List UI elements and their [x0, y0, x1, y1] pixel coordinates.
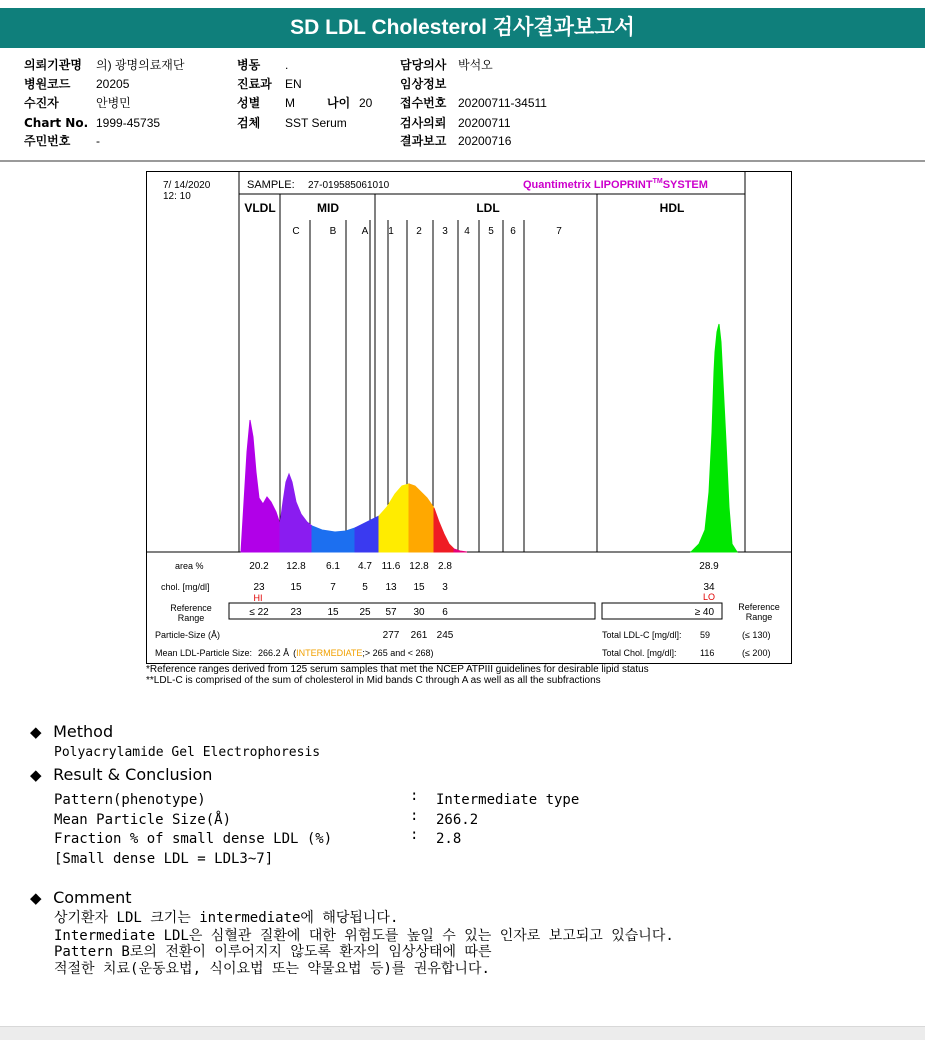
method-text: Polyacrylamide Gel Electrophoresis: [54, 745, 321, 760]
dept-value: EN: [285, 77, 302, 91]
diamond-bullet-icon: ◆: [30, 723, 42, 741]
report-date: 7/ 14/2020: [163, 180, 211, 191]
area-value: 11.6: [381, 561, 401, 572]
peak-1: [379, 484, 409, 552]
subband-label: C: [292, 226, 300, 237]
result-value: 2.8: [436, 831, 462, 847]
reference-value: 25: [359, 607, 371, 618]
area-value: 12.8: [286, 561, 306, 572]
particle-size-value: 245: [436, 630, 454, 641]
hdl-lo-flag: LO: [702, 592, 716, 602]
reference-value: ≤ 22: [249, 607, 269, 618]
result-separator: :: [410, 808, 419, 824]
subband-label: 5: [488, 226, 494, 237]
densitogram-peaks: [241, 324, 737, 552]
peak-a: [355, 516, 379, 552]
resident-no-label: 주민번호: [24, 134, 71, 148]
system-tm: TM: [652, 178, 663, 185]
mean-ldl-line: [155, 648, 433, 658]
patient-info: [0, 56, 925, 160]
area-row-label: area %: [175, 561, 204, 571]
mean-ldl-value: 266.2 Å: [258, 648, 290, 658]
total-chol-label: Total Chol. [mg/dl]:: [602, 648, 677, 658]
reference-value: 6: [442, 607, 448, 618]
mean-class-rest: ;> 265 and < 268): [362, 648, 434, 658]
ref-row-label-2: Range: [177, 613, 205, 623]
sex-value: M: [285, 96, 295, 110]
area-value: 12.8: [409, 561, 429, 572]
ward-label: 병동: [237, 58, 261, 72]
lipoprint-report: [146, 171, 792, 664]
dept-label: 진료과: [237, 77, 272, 91]
ref-range-box-ldl: [229, 603, 595, 619]
peak-2: [409, 484, 434, 552]
mean-ldl-label: Mean LDL-Particle Size:: [155, 648, 253, 658]
chol-value: 15: [290, 582, 302, 593]
particle-sizes: [383, 630, 454, 641]
result-heading-text: Result & Conclusion: [53, 765, 213, 784]
test-request-value: 20200711: [458, 116, 511, 130]
lipoprint-chart: [147, 172, 791, 663]
reference-value: 15: [327, 607, 339, 618]
chol-value: 23: [253, 582, 265, 593]
comment-heading-text: Comment: [53, 888, 132, 907]
comment-line: Intermediate LDL은 심혈관 질환에 대한 위험도를 높일 수 있는 인자로 보고되고 있습니다.: [54, 928, 674, 944]
particle-size-value: 277: [382, 630, 400, 641]
subband-label: 7: [556, 226, 562, 237]
diamond-bullet-icon: ◆: [30, 766, 42, 784]
age-label: 나이: [327, 96, 351, 110]
peak-3: [434, 508, 454, 552]
result-label: Mean Particle Size(Å): [54, 812, 232, 828]
chol-value: 3: [442, 582, 448, 593]
hdl-chol-value: 34: [703, 582, 715, 593]
total-ldl-label: Total LDL-C [mg/dl]:: [602, 630, 682, 640]
report-time: 12: 10: [163, 191, 191, 202]
result-date-value: 20200716: [458, 134, 512, 148]
hdl-area-value: 28.9: [699, 561, 719, 572]
subband-label: 2: [416, 226, 422, 237]
area-value: 4.7: [358, 561, 372, 572]
specimen-value: SST Serum: [285, 116, 347, 130]
comment-line: 상기환자 LDL 크기는 intermediate에 해당됩니다.: [54, 910, 399, 926]
diamond-bullet-icon: ◆: [30, 889, 42, 907]
vldl-hi-flag: HI: [253, 593, 263, 603]
requester-value: 의) 광명의료재단: [96, 58, 185, 72]
result-heading: [30, 765, 212, 784]
patient-value: 안병민: [96, 96, 131, 110]
reference-value: 30: [413, 607, 425, 618]
system-name: [523, 178, 708, 191]
method-heading-text: Method: [53, 722, 114, 741]
specimen-label: 검체: [237, 116, 261, 130]
requester-label: 의뢰기관명: [24, 58, 82, 72]
area-values: [249, 561, 452, 572]
subband-label: 3: [442, 226, 448, 237]
ward-value: .: [285, 58, 289, 72]
peak-vldl: [241, 420, 280, 552]
subband-label: 1: [388, 226, 394, 237]
subband-label: 6: [510, 226, 516, 237]
peak-b: [312, 526, 355, 552]
sample-label: SAMPLE:: [247, 179, 295, 191]
total-ldl-ref: (≤ 130): [742, 630, 771, 640]
system-name-main: Quantimetrix LIPOPRINT: [523, 179, 653, 191]
peak-tail: [454, 549, 467, 552]
result-separator: :: [410, 788, 419, 804]
result-label: Pattern(phenotype): [54, 792, 206, 808]
age-value: 20: [359, 96, 373, 110]
chart-no-value: 1999-45735: [96, 116, 161, 130]
chart-no-label: Chart No.: [24, 116, 89, 130]
subband-label: B: [329, 226, 337, 237]
sex-label: 성별: [237, 96, 261, 110]
reference-value: 23: [290, 607, 302, 618]
total-chol-ref: (≤ 200): [742, 648, 771, 658]
divider: [0, 160, 925, 162]
chol-value: 5: [362, 582, 368, 593]
peak-hdl: [691, 324, 737, 552]
result-value: Intermediate type: [436, 792, 580, 808]
hospital-code-label: 병원코드: [24, 77, 71, 91]
doctor-value: 박석오: [458, 58, 493, 72]
result-date-label: 결과보고: [400, 134, 447, 148]
resident-no-value: -: [96, 134, 100, 148]
region-mid: MID: [317, 201, 339, 215]
reference-value: 57: [385, 607, 397, 618]
method-heading: [30, 722, 113, 741]
ref-row-label-1: Reference: [170, 603, 212, 613]
hospital-code-value: 20205: [96, 77, 130, 91]
comment-heading: [30, 888, 131, 907]
comment-line: 적절한 치료(운동요법, 식이요법 또는 약물요법 등)를 권유합니다.: [54, 961, 490, 977]
subband-label: 4: [464, 226, 470, 237]
region-ldl: LDL: [476, 201, 500, 215]
result-label: Fraction % of small dense LDL (%): [54, 831, 333, 847]
receipt-label: 접수번호: [400, 96, 447, 110]
system-suffix: SYSTEM: [662, 179, 708, 191]
subband-label: A: [361, 226, 369, 237]
subband-labels: [292, 226, 562, 237]
sample-id: 27-019585061010: [308, 180, 390, 191]
particle-size-label: Particle-Size (Å): [155, 630, 221, 640]
comment-line: Pattern B로의 전환이 이루어지지 않도록 환자의 임상상태에 따른: [54, 944, 492, 960]
result-value: 266.2: [436, 812, 479, 828]
particle-size-value: 261: [410, 630, 428, 641]
small-dense-note: [Small dense LDL = LDL3~7]: [54, 851, 274, 867]
receipt-value: 20200711-34511: [458, 96, 547, 110]
chol-row-label: chol. [mg/dl]: [161, 582, 210, 592]
area-value: 2.8: [438, 561, 452, 572]
reference-values: [249, 607, 448, 618]
total-ldl-value: 59: [700, 630, 711, 640]
ref-right-label-2: Range: [745, 612, 773, 622]
hdl-ref-value: ≥ 40: [694, 607, 714, 618]
ref-right-label-1: Reference: [738, 602, 780, 612]
mean-class-open: (: [293, 648, 297, 658]
patient-label: 수진자: [24, 96, 59, 110]
chol-values: [253, 582, 448, 593]
region-hdl: HDL: [659, 201, 685, 215]
bottom-scroll-area: [0, 1026, 925, 1040]
chol-value: 13: [385, 582, 397, 593]
result-separator: :: [410, 827, 419, 843]
mean-class: INTERMEDIATE: [296, 648, 363, 658]
test-request-label: 검사의뢰: [400, 116, 447, 130]
peak-c: [280, 474, 312, 552]
clinical-label: 임상정보: [400, 77, 447, 91]
band-dividers: [280, 194, 597, 552]
footnote-1: *Reference ranges derived from 125 serum samples that met the NCEP ATPIII guidelines for desirable lipid status: [146, 664, 649, 675]
area-value: 20.2: [249, 561, 269, 572]
chol-value: 15: [413, 582, 425, 593]
report-title: SD LDL Cholesterol 검사결과보고서: [0, 8, 925, 48]
doctor-label: 담당의사: [400, 58, 447, 72]
area-value: 6.1: [326, 561, 340, 572]
chol-value: 7: [330, 582, 336, 593]
footnote-2: **LDL-C is comprised of the sum of cholesterol in Mid bands C through A as well as all the subfractions: [146, 675, 601, 686]
total-chol-value: 116: [700, 648, 715, 658]
region-vldl: VLDL: [244, 201, 276, 215]
